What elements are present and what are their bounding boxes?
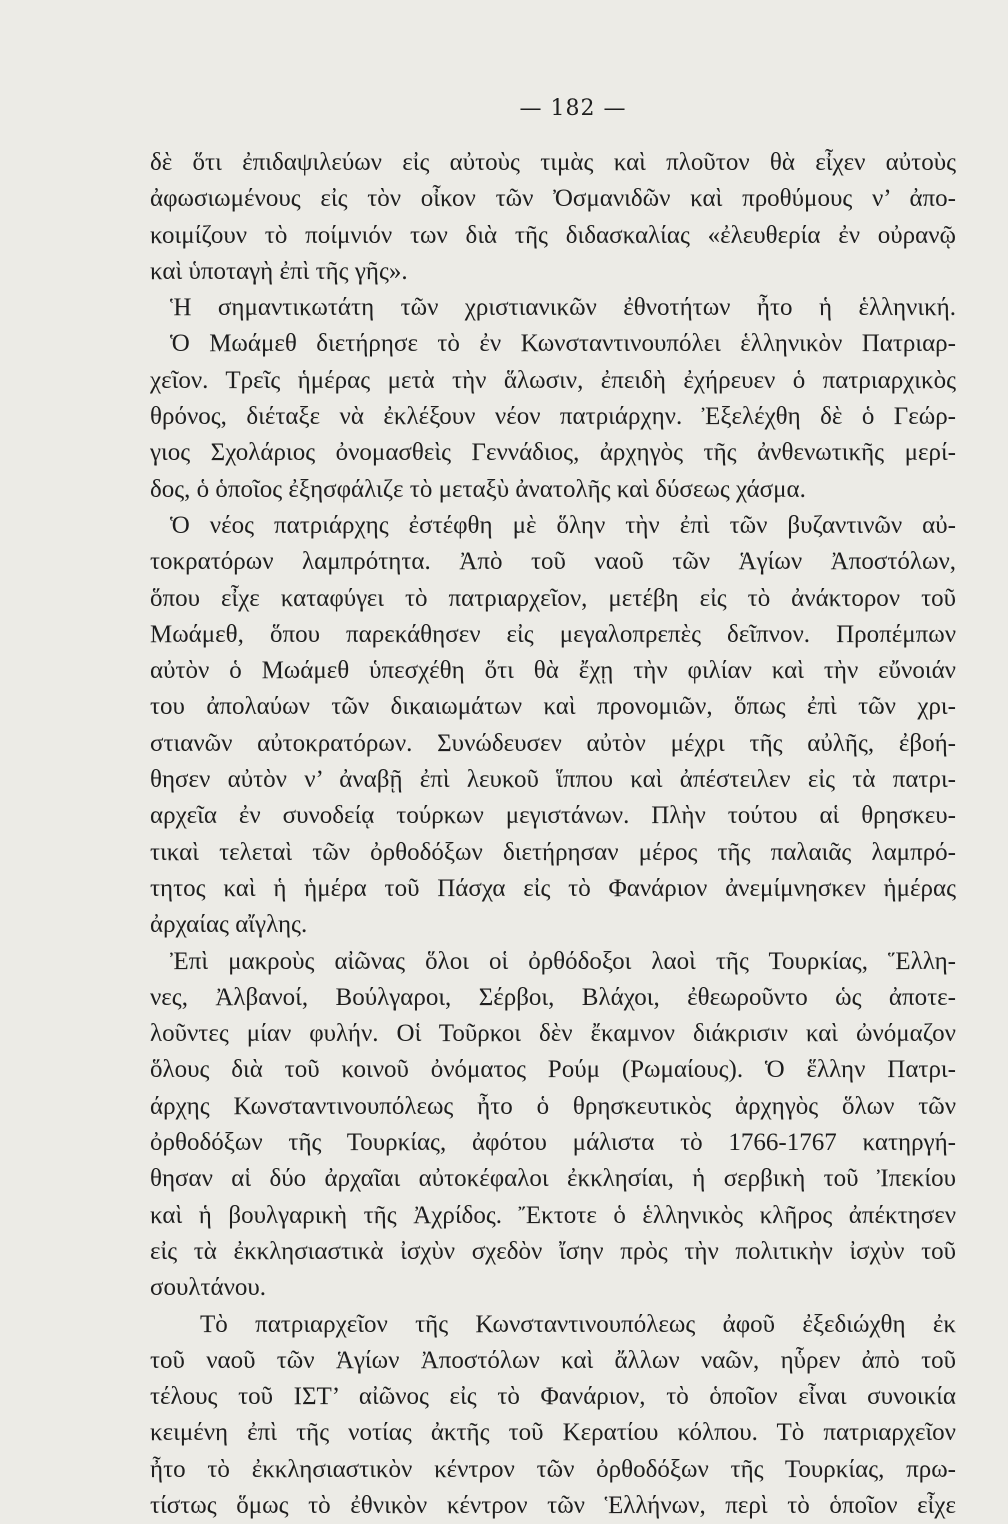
text-line: τοκρατόρων λαμπρότητα. Ἀπὸ τοῦ ναοῦ τῶν Ἁγίων Ἀποστόλων, [150,548,956,576]
text-line: τέλους τοῦ ΙΣΤ’ αἰῶνος εἰς τὸ Φανάριον, τὸ ὁποῖον εἶναι συνοικία [150,1383,956,1411]
text-line: καὶ ὑποταγὴ ἐπὶ τῆς γῆς». [150,257,408,285]
text-line: Τὸ πατριαρχεῖον τῆς Κωνσταντινουπόλεως ἀφοῦ ἐξεδιώχθη ἐκ [200,1310,956,1338]
text-line: άρχης Κωνσταντινουπόλεως ἦτο ὁ θρησκευτικὸς ἀρχηγὸς ὅλων τῶν [150,1092,956,1120]
text-line: ἀφωσιωμένους εἰς τὸν οἶκον τῶν Ὀσμανιδῶν καὶ προθύμους ν’ ἀπο- [150,185,956,213]
text-line: νες, Ἀλβανοί, Βούλγαροι, Σέρβοι, Βλάχοι, ἐθεωροῦντο ὡς ἀποτε- [150,983,956,1011]
text-line: αρχεῖα ἐν συνοδείᾳ τούρκων μεγιστάνων. Πλὴν τούτου αἱ θρησκευ- [150,802,956,830]
text-line: ὀρθοδόξων τῆς Τουρκίας, ἀφότου μάλιστα τὸ 1766-1767 κατηργή- [150,1129,956,1157]
text-line: εἰς τὰ ἐκκλησιαστικὰ ἰσχὺν σχεδὸν ἴσην πρὸς τὴν πολιτικὴν ἰσχὺν τοῦ [150,1237,956,1265]
text-line: ὅλους διὰ τοῦ κοινοῦ ὀνόματος Ρούμ (Ρωμαίους). Ὁ ἕλλην Πατρι- [150,1056,956,1084]
text-line: τητος καὶ ἡ ἡμέρα τοῦ Πάσχα εἰς τὸ Φανάριον ἀνεμίμνησκεν ἡμέρας [150,874,956,902]
text-line: γιος Σχολάριος ὀνομασθεὶς Γεννάδιος, ἀρχηγὸς τῆς ἀνθενωτικῆς μερί- [150,439,956,467]
text-line: θησεν αὐτὸν ν’ ἀναβῇ ἐπὶ λευκοῦ ἵππου καὶ ἀπέστειλεν εἰς τὰ πατρι- [150,766,956,794]
page-number: — 182 — [519,96,627,121]
text-line: κοιμίζουν τὸ ποίμνιόν των διὰ τῆς διδασκαλίας «ἐλευθερία ἐν οὐρανῷ [150,221,956,249]
text-line: ἀρχαίας αἴγλης. [150,911,308,939]
text-line: δος, ὁ ὁποῖος ἐξησφάλιζε τὸ μεταξὺ ἀνατολῆς καὶ δύσεως χάσμα. [150,475,806,503]
text-line: στιανῶν αὐτοκρατόρων. Συνώδευσεν αὐτὸν μέχρι τῆς αὐλῆς, ἐβοή- [150,729,956,757]
text-line: ἦτο τὸ ἐκκλησιαστικὸν κέντρον τῶν ὀρθοδόξων τῆς Τουρκίας, πρω- [150,1455,956,1483]
text-line: τοῦ ναοῦ τῶν Ἁγίων Ἀποστόλων καὶ ἄλλων ναῶν, ηὗρεν ἀπὸ τοῦ [150,1346,956,1374]
text-line: Ὁ Μωάμεθ διετήρησε τὸ ἐν Κωνσταντινουπόλει ἑλληνικὸν Πατριαρ- [170,330,956,358]
body-text [150,145,956,1524]
text-line: του ἀπολαύων τῶν δικαιωμάτων καὶ προνομιῶν, ὅπως ἐπὶ τῶν χρι- [150,693,956,721]
text-line: ὅπου εἶχε καταφύγει τὸ πατριαρχεῖον, μετέβη εἰς τὸ ἀνάκτορον τοῦ [150,584,956,612]
text-line: δὲ ὅτι ἐπιδαψιλεύων εἰς αὐτοὺς τιμὰς καὶ πλοῦτον θὰ εἶχεν αὐτοὺς [150,149,956,176]
text-line: Ἡ σημαντικωτάτη τῶν χριστιανικῶν ἐθνοτήτων ἦτο ἡ ἑλληνική. [170,294,956,322]
text-line: θρόνος, διέταξε νὰ ἐκλέξουν νέον πατριάρχην. Ἐξελέχθη δὲ ὁ Γεώρ- [150,403,956,431]
text-line: θησαν αἱ δύο ἀρχαῖαι αὐτοκέφαλοι ἐκκλησίαι, ἡ σερβικὴ τοῦ Ἰπεκίου [150,1165,956,1193]
text-line: καὶ ἡ βουλγαρικὴ τῆς Ἀχρίδος. Ἔκτοτε ὁ ἑλληνικὸς κλῆρος ἀπέκτησεν [150,1201,956,1229]
text-line: τίστως ὅμως τὸ ἐθνικὸν κέντρον τῶν Ἑλλήνων, περὶ τὸ ὁποῖον εἶχε [150,1491,956,1519]
text-line: τικαὶ τελεταὶ τῶν ὀρθοδόξων διετήρησαν μέρος τῆς παλαιᾶς λαμπρό- [150,838,956,866]
text-line: χεῖον. Τρεῖς ἡμέρας μετὰ τὴν ἅλωσιν, ἐπειδὴ ἐχήρευεν ὁ πατριαρχικὸς [150,366,956,394]
text-line: αὐτὸν ὁ Μωάμεθ ὑπεσχέθη ὅτι θὰ ἔχῃ τὴν φιλίαν καὶ τὴν εὔνοιάν [150,657,956,685]
text-line: σουλτάνου. [150,1274,267,1302]
text-line: Μωάμεθ, ὅπου παρεκάθησεν εἰς μεγαλοπρεπὲς δεῖπνον. Προπέμπων [150,620,956,648]
text-line: Ἐπὶ μακροὺς αἰῶνας ὅλοι οἱ ὀρθόδοξοι λαοὶ τῆς Τουρκίας, Ἕλλη- [170,947,956,975]
text-line: κειμένη ἐπὶ τῆς νοτίας ἀκτῆς τοῦ Κερατίου κόλπου. Τὸ πατριαρχεῖον [150,1419,956,1447]
text-line: Ὁ νέος πατριάρχης ἐστέφθη μὲ ὅλην τὴν ἐπὶ τῶν βυζαντινῶν αὐ- [170,511,956,539]
text-line: λοῦντες μίαν φυλήν. Οἱ Τοῦρκοι δὲν ἔκαμνον διάκρισιν καὶ ὠνόμαζον [150,1020,956,1048]
